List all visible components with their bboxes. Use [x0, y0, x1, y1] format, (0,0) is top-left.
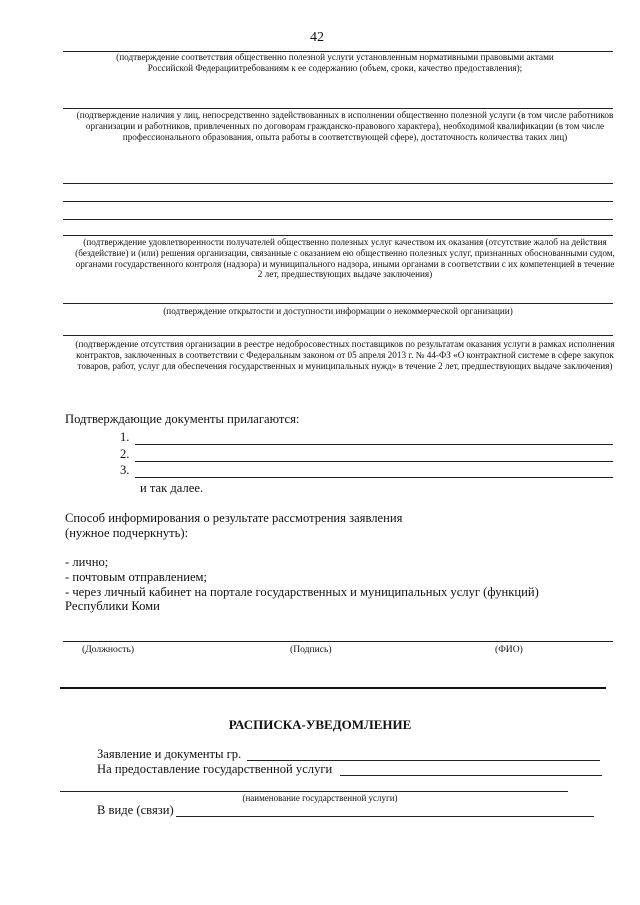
full-name-label: (ФИО): [495, 644, 523, 655]
caption-staff-qualification: (подтверждение наличия у лиц, непосредственно задействованных в исполнении общественно полезной услуги (в том числе работников организации и работников, привлеченных по договорам гражданско-правового характера), необходимой квалификации (в том числе профессионального образования, опыта работы в соответствующей сфере), достаточность количества таких лиц): [76, 110, 614, 142]
fill-line: [63, 335, 613, 336]
inform-option: - почтовым отправлением;: [65, 570, 207, 584]
inform-option-continuation: Республики Коми: [65, 599, 160, 613]
service-name-caption: (наименование государственной услуги): [242, 793, 398, 803]
inform-heading: Способ информирования о результате рассмотрения заявления: [65, 511, 403, 525]
page-number: 42: [310, 30, 324, 45]
docs-item-number: 1.: [120, 430, 130, 444]
docs-etc: и так далее.: [140, 481, 204, 495]
fill-line: [63, 201, 613, 202]
fill-line: [63, 303, 613, 304]
receipt-title: РАСПИСКА-УВЕДОМЛЕНИЕ: [228, 717, 412, 732]
caption-information-openness: (подтверждение открытости и доступности информации о некоммерческой организации): [163, 306, 513, 316]
caption-supplier-registry: (подтверждение отсутствия организации в реестре недобросовестных поставщиков по результатам оказания услуги в рамках исполнения контрактов, заключенных в соответствии с Федеральным законом от 05 апреля 2013 г. № 44-ФЗ «О контрактной системе в сфере закупок товаров, работ, услуг для обеспечения государственных и муниципальных нужд» в течение 2 лет, предшествующих выдаче заключения): [75, 339, 615, 371]
caption-service-compliance: (подтверждение соответствия общественно полезной услуги установленным нормативными правовыми актами Российской Федерациитребованиям к ее содержанию (объем, сроки, качество предоставления);: [116, 52, 554, 73]
fill-line: [60, 791, 568, 792]
inform-option: - лично;: [65, 555, 109, 569]
fill-line: [135, 444, 613, 445]
receipt-form-label: В виде (связи): [97, 803, 174, 817]
docs-item-number: 3.: [120, 463, 130, 477]
fill-line: [135, 477, 613, 478]
fill-line: [176, 816, 594, 817]
cut-line: [60, 687, 606, 689]
fill-line: [340, 775, 602, 776]
fill-line: [63, 219, 613, 220]
docs-item-number: 2.: [120, 447, 130, 461]
inform-option: - через личный кабинет на портале государственных и муниципальных услуг (функций): [65, 585, 539, 599]
fill-line: [63, 235, 613, 236]
docs-heading: Подтверждающие документы прилагаются:: [65, 412, 300, 426]
caption-recipient-satisfaction: (подтверждение удовлетворенности получателей общественно полезных услуг качеством их оказания (отсутствие жалоб на действия (бездействие) и (или) решения организации, связанные с оказанием ею общественно полезных услуг, признанных обоснованными судом, органами государственного контроля (надзора) и муниципального надзора, иными органами в соответствии с их компетенцией в течение 2 лет, предшествующих выдаче заключения): [75, 237, 615, 280]
fill-line: [135, 461, 613, 462]
inform-heading-note: (нужное подчеркнуть):: [65, 526, 189, 540]
fill-line: [63, 183, 613, 184]
signature-line: [63, 641, 613, 642]
position-label: (Должность): [82, 644, 135, 655]
fill-line: [63, 108, 613, 109]
receipt-applicant-label: Заявление и документы гр.: [97, 747, 242, 761]
fill-line: [247, 760, 600, 761]
signature-label: (Подпись): [290, 644, 332, 655]
receipt-service-label: На предоставление государственной услуги: [97, 762, 333, 776]
